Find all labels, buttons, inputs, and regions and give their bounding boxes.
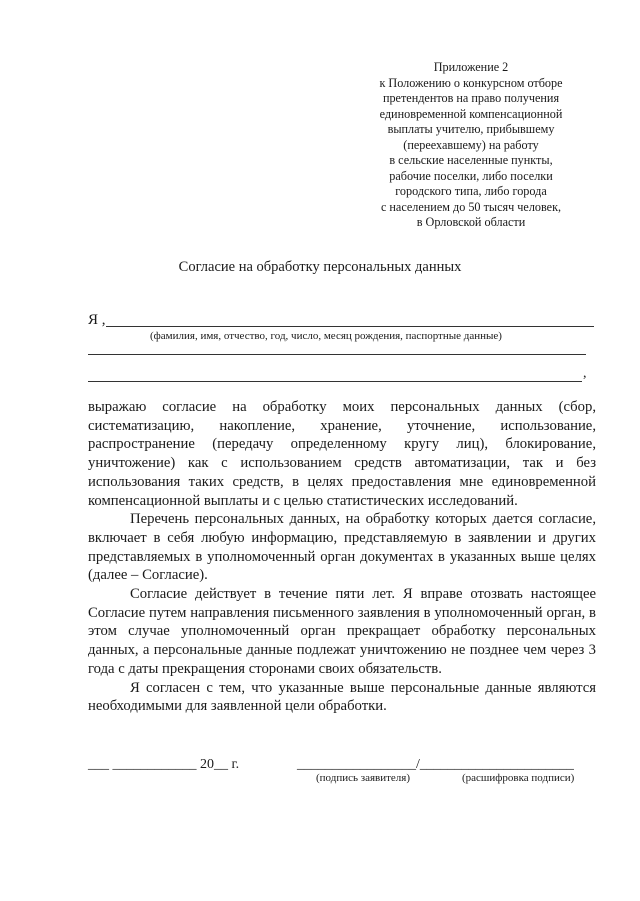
annex-line: Приложение 2 bbox=[433, 60, 509, 74]
date-field: ___ ____________ 20__ г. bbox=[88, 757, 240, 772]
annex-line: с населением до 50 тысяч человек, bbox=[380, 199, 562, 214]
annex-line: (переехавшему) на работу bbox=[403, 137, 539, 152]
consent-paragraph: выражаю согласие на обработку моих персональных данных (сбор, систематизацию, накопление, хранение, уточнение, использование, распространение (передачу определенному кругу лиц), блокирование, уничтожение) как с использованием средств автоматизации, так и без использования таких средств, в целях предоставления мне единовременной компенсационной выплаты и с целью статистических исследований. bbox=[88, 399, 596, 509]
annex-line: в сельские населенные пункты, bbox=[389, 153, 553, 167]
consent-paragraph: Перечень персональных данных, на обработку которых дается согласие, включает в себя любую информацию, представляемую в заявлении и других представляемых в уполномоченный орган документах в указанных выше целях (далее – Согласие). bbox=[88, 511, 596, 584]
consent-body bbox=[88, 398, 596, 716]
consent-paragraph: Согласие действует в течение пяти лет. Я вправе отозвать настоящее Согласие путем направления письменного заявления в уполномоченный орган, в этом случае уполномоченный орган прекращает обработку персональных данных, а персональные данные подлежат уничтожению не позднее чем через 3 года с даты прекращения сторонами своих обязательств. bbox=[88, 586, 596, 677]
document-title: Согласие на обработку персональных данных bbox=[178, 259, 462, 275]
annex-line: претендентов на право получения bbox=[382, 91, 560, 105]
applicant-name-line bbox=[106, 326, 594, 327]
annex-line: рабочие поселки, либо поселки bbox=[389, 168, 553, 183]
signature-decode-label: (расшифровка подписи) bbox=[462, 772, 575, 784]
annex-line: в Орловской области bbox=[416, 215, 526, 229]
annex-line: городского типа, либо города bbox=[395, 184, 547, 198]
annex-line: к Положению о конкурсном отборе bbox=[379, 75, 563, 90]
annex-line: выплаты учителю, прибывшему bbox=[387, 122, 555, 136]
annex-line: единовременной компенсационной bbox=[379, 106, 563, 121]
annex-header bbox=[360, 60, 582, 231]
signature-label: (подпись заявителя) bbox=[316, 772, 411, 784]
applicant-details-line bbox=[88, 381, 582, 382]
applicant-field-hint: (фамилия, имя, отчество, год, число, месяц рождения, паспортные данные) bbox=[150, 330, 502, 342]
signature-field: _________________/______________________ bbox=[297, 757, 574, 772]
applicant-prefix: Я , bbox=[88, 312, 106, 328]
applicant-details-line bbox=[88, 354, 586, 355]
consent-paragraph: Я согласен с тем, что указанные выше персональные данные являются необходимыми для заявленной цели обработки. bbox=[88, 679, 596, 715]
line-end-comma: , bbox=[583, 366, 587, 381]
